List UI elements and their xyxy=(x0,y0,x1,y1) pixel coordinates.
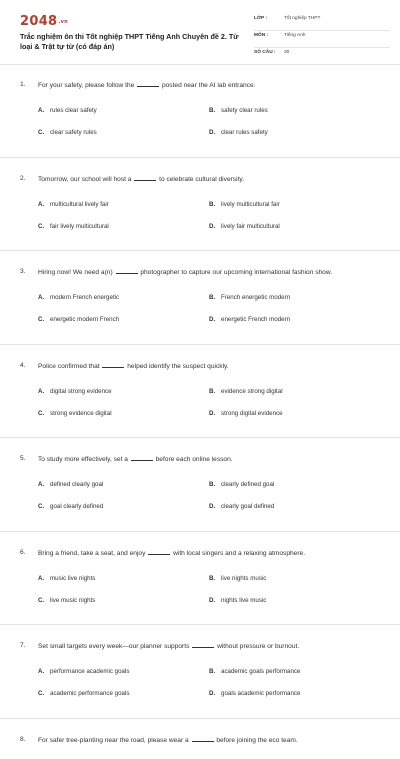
options xyxy=(20,661,380,705)
option-letter: C. xyxy=(38,223,50,230)
option-a[interactable] xyxy=(38,668,209,675)
option-text: music live nights xyxy=(50,575,95,582)
question-text xyxy=(38,454,380,466)
option-c[interactable] xyxy=(38,129,209,136)
option-d[interactable] xyxy=(209,503,380,510)
options xyxy=(20,567,380,611)
option-text: goal clearly defined xyxy=(50,503,103,510)
option-c[interactable] xyxy=(38,223,209,230)
option-text: modern French energetic xyxy=(50,294,119,301)
option-letter: A. xyxy=(38,481,50,488)
option-text: clearly goal defined xyxy=(221,503,274,510)
option-b[interactable] xyxy=(209,107,380,114)
option-text: clear rules safety xyxy=(221,129,268,136)
option-a[interactable] xyxy=(38,294,209,301)
option-text: clearly defined goal xyxy=(221,481,274,488)
option-text: energetic modern French xyxy=(50,316,119,323)
question-stem xyxy=(20,641,380,653)
question-list xyxy=(0,64,400,759)
question-number: 1. xyxy=(20,80,38,92)
option-text: live music nights xyxy=(50,597,95,604)
options xyxy=(20,380,380,424)
option-text: safety clear rules xyxy=(221,107,268,114)
answer-blank xyxy=(148,548,170,555)
stem-before: Set small targets every week—our planner supports xyxy=(38,643,189,650)
logo-text: 2048 xyxy=(20,14,57,29)
meta-row-subject xyxy=(254,31,390,48)
question-number: 2. xyxy=(20,174,38,186)
option-text: digital strong evidence xyxy=(50,388,112,395)
option-text: evidence strong digital xyxy=(221,388,283,395)
question-number: 3. xyxy=(20,267,38,279)
stem-before: For your safety, please follow the xyxy=(38,82,134,89)
option-letter: A. xyxy=(38,575,50,582)
option-text: strong evidence digital xyxy=(50,410,112,417)
option-letter: A. xyxy=(38,107,50,114)
question-stem xyxy=(20,80,380,92)
question-2 xyxy=(0,158,400,252)
option-letter: B. xyxy=(209,388,221,395)
stem-after: before joining the eco team. xyxy=(216,737,297,744)
answer-blank xyxy=(116,267,138,274)
option-d[interactable] xyxy=(209,597,380,604)
question-text xyxy=(38,80,380,92)
option-letter: D. xyxy=(209,410,221,417)
stem-before: For safer tree-planting near the road, please wear a xyxy=(38,737,189,744)
question-number: 6. xyxy=(20,548,38,560)
option-text: clear safety rules xyxy=(50,129,97,136)
question-number: 4. xyxy=(20,361,38,373)
option-b[interactable] xyxy=(209,388,380,395)
stem-before: Tomorrow, our school will host a xyxy=(38,176,131,183)
question-text xyxy=(38,267,380,279)
stem-after: before each online lesson. xyxy=(156,456,233,463)
option-b[interactable] xyxy=(209,668,380,675)
option-letter: A. xyxy=(38,388,50,395)
option-letter: D. xyxy=(209,597,221,604)
question-text xyxy=(38,641,380,653)
option-a[interactable] xyxy=(38,107,209,114)
question-3 xyxy=(0,251,400,345)
option-letter: D. xyxy=(209,503,221,510)
options xyxy=(20,100,380,144)
question-text xyxy=(38,174,380,186)
option-text: energetic French modern xyxy=(221,316,290,323)
meta-value: 30 xyxy=(284,48,289,55)
question-text xyxy=(38,548,380,560)
question-5 xyxy=(0,438,400,532)
option-b[interactable] xyxy=(209,201,380,208)
option-letter: C. xyxy=(38,129,50,136)
question-stem xyxy=(20,174,380,186)
option-letter: C. xyxy=(38,597,50,604)
stem-after: without pressure or burnout. xyxy=(217,643,299,650)
option-text: multicultural lively fair xyxy=(50,201,109,208)
option-letter: D. xyxy=(209,223,221,230)
option-c[interactable] xyxy=(38,503,209,510)
meta-row-count xyxy=(254,48,390,64)
question-text xyxy=(38,361,380,373)
option-letter: B. xyxy=(209,107,221,114)
stem-before: Bring a friend, take a seat, and enjoy xyxy=(38,550,145,557)
option-a[interactable] xyxy=(38,575,209,582)
meta-label: MÔN : xyxy=(254,31,284,38)
question-number: 7. xyxy=(20,641,38,653)
option-b[interactable] xyxy=(209,294,380,301)
meta-value: Tiếng Anh xyxy=(284,31,305,38)
stem-after: to celebrate cultural diversity. xyxy=(159,176,244,183)
option-text: strong digital evidence xyxy=(221,410,283,417)
option-letter: C. xyxy=(38,316,50,323)
option-text: performance academic goals xyxy=(50,668,129,675)
question-text xyxy=(38,735,380,747)
option-c[interactable] xyxy=(38,690,209,697)
logo-domain: .vn xyxy=(58,19,68,25)
question-stem xyxy=(20,548,380,560)
option-text: nights live music xyxy=(221,597,266,604)
question-stem xyxy=(20,267,380,279)
option-text: fair lively multicultural xyxy=(50,223,109,230)
option-a[interactable] xyxy=(38,388,209,395)
answer-blank xyxy=(192,735,214,742)
option-c[interactable] xyxy=(38,410,209,417)
question-number: 5. xyxy=(20,454,38,466)
question-stem xyxy=(20,454,380,466)
option-letter: C. xyxy=(38,410,50,417)
question-stem xyxy=(20,361,380,373)
option-letter: A. xyxy=(38,668,50,675)
meta-row-class xyxy=(254,14,390,31)
option-text: live nights music xyxy=(221,575,266,582)
answer-blank xyxy=(102,361,124,368)
answer-blank xyxy=(134,174,156,181)
option-d[interactable] xyxy=(209,316,380,323)
meta-label: SỐ CÂU : xyxy=(254,48,284,55)
option-text: defined clearly goal xyxy=(50,481,103,488)
option-text: lively fair multicultural xyxy=(221,223,280,230)
option-text: rules clear safety xyxy=(50,107,97,114)
option-d[interactable] xyxy=(209,410,380,417)
question-stem xyxy=(20,735,380,747)
answer-blank xyxy=(192,641,214,648)
option-letter: C. xyxy=(38,503,50,510)
exam-meta xyxy=(254,14,390,64)
question-7 xyxy=(0,625,400,719)
option-letter: D. xyxy=(209,316,221,323)
question-4 xyxy=(0,345,400,439)
option-a[interactable] xyxy=(38,481,209,488)
option-b[interactable] xyxy=(209,481,380,488)
options xyxy=(20,193,380,237)
options xyxy=(20,287,380,331)
option-text: lively multicultural fair xyxy=(221,201,280,208)
document-title: Trắc nghiệm ôn thi Tốt nghiệp THPT Tiếng Anh Chuyên đề 2. Từ loại & Trật tự từ (có đáp án) xyxy=(20,32,245,52)
option-letter: B. xyxy=(209,481,221,488)
stem-after: posted near the AI lab entrance. xyxy=(162,82,255,89)
stem-after: helped identify the suspect quickly. xyxy=(127,363,228,370)
options xyxy=(20,474,380,518)
option-a[interactable] xyxy=(38,201,209,208)
option-letter: C. xyxy=(38,690,50,697)
option-text: goals academic performance xyxy=(221,690,300,697)
question-8 xyxy=(0,719,400,759)
option-text: academic performance goals xyxy=(50,690,129,697)
question-1 xyxy=(0,64,400,158)
site-logo[interactable] xyxy=(20,14,68,29)
option-letter: B. xyxy=(209,575,221,582)
option-c[interactable] xyxy=(38,597,209,604)
question-6 xyxy=(0,532,400,626)
page-header xyxy=(0,0,400,65)
question-number: 8. xyxy=(20,735,38,747)
option-letter: D. xyxy=(209,690,221,697)
option-text: French energetic modern xyxy=(221,294,290,301)
option-d[interactable] xyxy=(209,690,380,697)
option-d[interactable] xyxy=(209,223,380,230)
meta-label: LỚP : xyxy=(254,14,284,21)
option-letter: A. xyxy=(38,201,50,208)
option-text: academic goals performance xyxy=(221,668,300,675)
option-letter: D. xyxy=(209,129,221,136)
option-d[interactable] xyxy=(209,129,380,136)
option-letter: B. xyxy=(209,294,221,301)
option-letter: A. xyxy=(38,294,50,301)
meta-value: Tốt nghiệp THPT xyxy=(284,14,320,21)
stem-before: To study more effectively, set a xyxy=(38,456,128,463)
stem-before: Hiring now! We need a(n) xyxy=(38,269,113,276)
stem-after: photographer to capture our upcoming international fashion show. xyxy=(140,269,332,276)
stem-after: with local singers and a relaxing atmosphere. xyxy=(173,550,305,557)
option-letter: B. xyxy=(209,668,221,675)
answer-blank xyxy=(131,454,153,461)
option-b[interactable] xyxy=(209,575,380,582)
option-letter: B. xyxy=(209,201,221,208)
answer-blank xyxy=(137,80,159,87)
option-c[interactable] xyxy=(38,316,209,323)
stem-before: Police confirmed that xyxy=(38,363,100,370)
